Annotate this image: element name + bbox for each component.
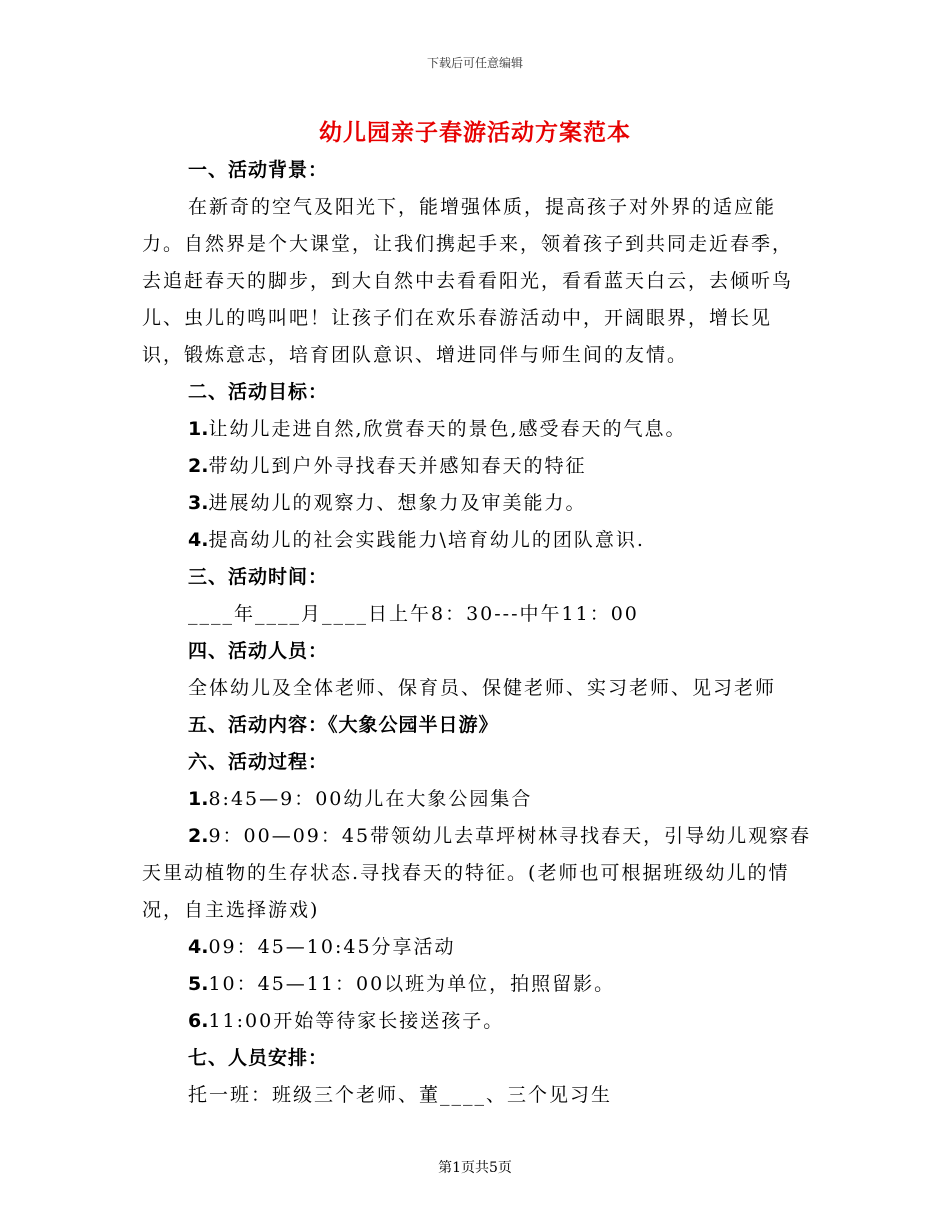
list-item-text: 10：45—11：00以班为单位，拍照留影。	[208, 973, 616, 995]
list-item-number: 1.	[188, 418, 209, 440]
section-paragraph-people: 全体幼儿及全体老师、保育员、保健老师、实习老师、见习老师	[188, 677, 777, 699]
document-title: 幼儿园亲子春游活动方案范本	[319, 119, 631, 146]
list-item-number: 6.	[188, 1010, 209, 1032]
list-item-number: 2.	[188, 455, 209, 477]
list-item-number: 4.	[188, 936, 209, 958]
list-item	[142, 966, 812, 1003]
list-item-text: 进展幼儿的观察力、想象力及审美能力。	[208, 492, 587, 514]
list-item	[142, 781, 812, 818]
list-item-number: 5.	[188, 973, 209, 995]
list-item-text: 11:00开始等待家长接送孩子。	[208, 1010, 505, 1032]
section-paragraph-time: ____年____月____日上午8：30---中午11：00	[188, 603, 639, 625]
list-item	[142, 1003, 812, 1040]
list-item-text: 9：00—09：45带领幼儿去草坪树林寻找春天，引导幼儿观察春天里动植物的生存状态.寻找春天的特征。(老师也可根据班级幼儿的情况，自主选择游戏)	[142, 825, 812, 921]
list-item-text: 8:45—9：00幼儿在大象公园集合	[208, 788, 533, 810]
list-item	[142, 818, 812, 929]
section-heading-goals: 二、活动目标：	[188, 381, 329, 403]
document-body	[142, 152, 812, 1114]
list-item-number: 2.	[188, 825, 209, 847]
list-item	[142, 411, 812, 448]
section-heading-process: 六、活动过程：	[188, 751, 329, 773]
page-header-note: 下载后可任意编辑	[426, 56, 523, 70]
list-item	[142, 485, 812, 522]
list-item-number: 3.	[188, 492, 209, 514]
section-heading-background: 一、活动背景：	[188, 159, 329, 181]
list-item-number: 1.	[188, 788, 209, 810]
section-heading-content: 五、活动内容：《大象公园半日游》	[188, 714, 499, 736]
list-item	[142, 929, 812, 966]
list-item-text: 提高幼儿的社会实践能力\培育幼儿的团队意识.	[208, 529, 645, 551]
list-item-text: 让幼儿走进自然,欣赏春天的景色,感受春天的气息。	[208, 418, 687, 440]
list-item	[142, 448, 812, 485]
list-item-text: 带幼儿到户外寻找春天并感知春天的特征	[208, 455, 587, 477]
list-item-text: 09：45—10:45分享活动	[208, 936, 456, 958]
section-paragraph-staff: 托一班：班级三个老师、董____、三个见习生	[188, 1084, 613, 1106]
section-heading-time: 三、活动时间：	[188, 566, 329, 588]
page-number-footer: 第1页共5页	[438, 1160, 512, 1176]
section-heading-people: 四、活动人员：	[188, 640, 329, 662]
list-item-number: 4.	[188, 529, 209, 551]
section-paragraph-background: 在新奇的空气及阳光下，能增强体质，提高孩子对外界的适应能力。自然界是个大课堂，让我们携起手来，领着孩子到共同走近春季，去追赶春天的脚步，到大自然中去看看阳光，看看蓝天白云，去倾听鸟儿、虫儿的鸣叫吧！让孩子们在欢乐春游活动中，开阔眼界，增长见识，锻炼意志，培育团队意识、增进同伴与师生间的友情。	[142, 196, 794, 366]
section-heading-staff: 七、人员安排：	[188, 1047, 329, 1069]
list-item	[142, 522, 812, 559]
